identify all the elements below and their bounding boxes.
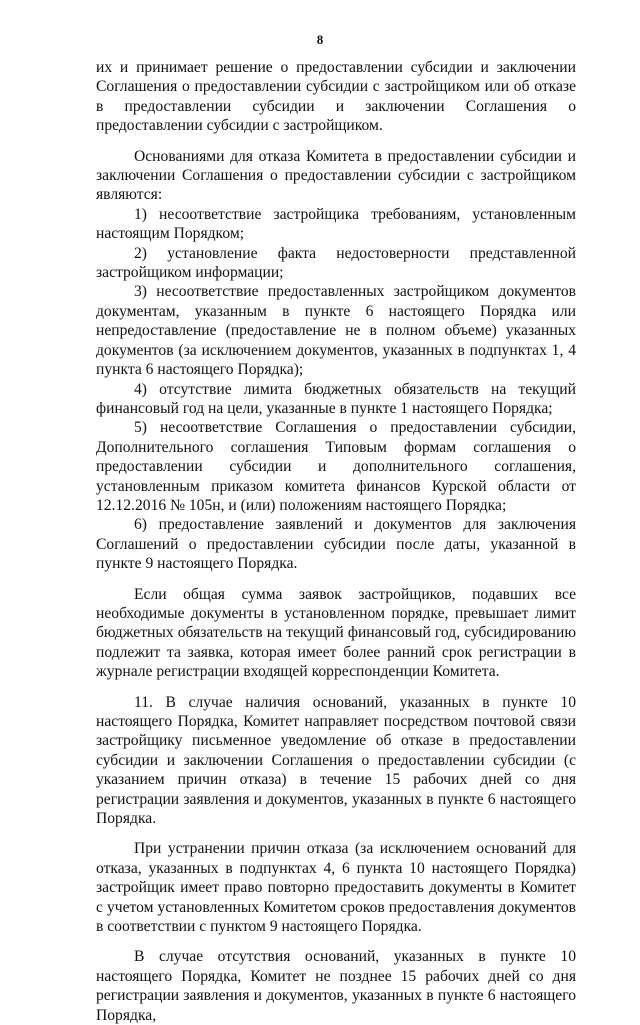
document-body xyxy=(96,58,576,1025)
paragraph-gap xyxy=(96,574,576,585)
paragraph: 3) несоответствие предоставленных застройщиком документов документам, указанным в пункте 6 настоящего Порядка или непредоставление (предоставление не в полном объеме) указанных документов (за исключением документов, указанных в подпунктах 1, 4 пункта 6 настоящего Порядка); xyxy=(96,283,576,379)
paragraph: 1) несоответствие застройщика требованиям, установленным настоящим Порядком; xyxy=(96,205,576,243)
paragraph-gap xyxy=(96,136,576,147)
paragraph: 6) предоставление заявлений и документов для заключения Соглашений о предоставлении субсидии после даты, указанной в пункте 9 настоящего Порядка. xyxy=(96,516,576,573)
paragraph: При устранении причин отказа (за исключением оснований для отказа, указанных в подпунктах 4, 6 пункта 10 настоящего Порядка) застройщик имеет право повторно предоставить документы в Комитет с учетом установленных Комитетом сроков предоставления документов в соответствии с пунктом 9 настоящего Порядка. xyxy=(96,840,576,936)
paragraph: 4) отсутствие лимита бюджетных обязательств на текущий финансовый год на цели, указанные в пункте 1 настоящего Порядка; xyxy=(96,380,576,417)
paragraph-gap xyxy=(96,828,576,839)
paragraph: В случае отсутствия оснований, указанных в пункте 10 настоящего Порядка, Комитет не позднее 15 рабочих дней со дня регистрации заявления и документов, указанных в пункте 6 настоящего Порядка, xyxy=(96,948,576,1024)
paragraph: 5) несоответствие Соглашения о предоставлении субсидии, Дополнительного соглашения Типовым формам соглашения о предоставлении субсидии и дополнительного соглашения, установленным приказом комитета финансов Курской области от 12.12.2016 № 105н, и (или) положениям настоящего Порядка; xyxy=(96,419,576,514)
paragraph: 2) установление факта недостоверности представленной застройщиком информации; xyxy=(96,244,576,282)
paragraph-gap xyxy=(96,936,576,947)
paragraph: 11. В случае наличия оснований, указанных в пункте 10 настоящего Порядка, Комитет направляет посредством почтовой связи застройщику письменное уведомление об отказе в предоставлении субсидии и заключении Соглашения о предоставлении субсидии (с указанием причин отказа) в течение 15 рабочих дней со дня регистрации заявления и документов, указанных в пункте 6 настоящего Порядка. xyxy=(96,693,576,828)
paragraph: Если общая сумма заявок застройщиков, подавших все необходимые документы в установленном порядке, превышает лимит бюджетных обязательств на текущий финансовый год, субсидированию подлежит та заявка, которая имеет более ранний срок регистрации в журнале регистрации входящей корреспонденции Комитета. xyxy=(96,585,576,681)
page-number: 8 xyxy=(316,32,324,47)
paragraph-gap xyxy=(96,682,576,693)
paragraph: их и принимает решение о предоставлении субсидии и заключении Соглашения о предоставлении субсидии с застройщиком или об отказе в предоставлении субсидии и заключении Соглашения о предоставлении субсидии с застройщиком. xyxy=(96,59,576,135)
paragraph: Основаниями для отказа Комитета в предоставлении субсидии и заключении Соглашения о предоставлении субсидии с застройщиком являются: xyxy=(96,147,576,204)
